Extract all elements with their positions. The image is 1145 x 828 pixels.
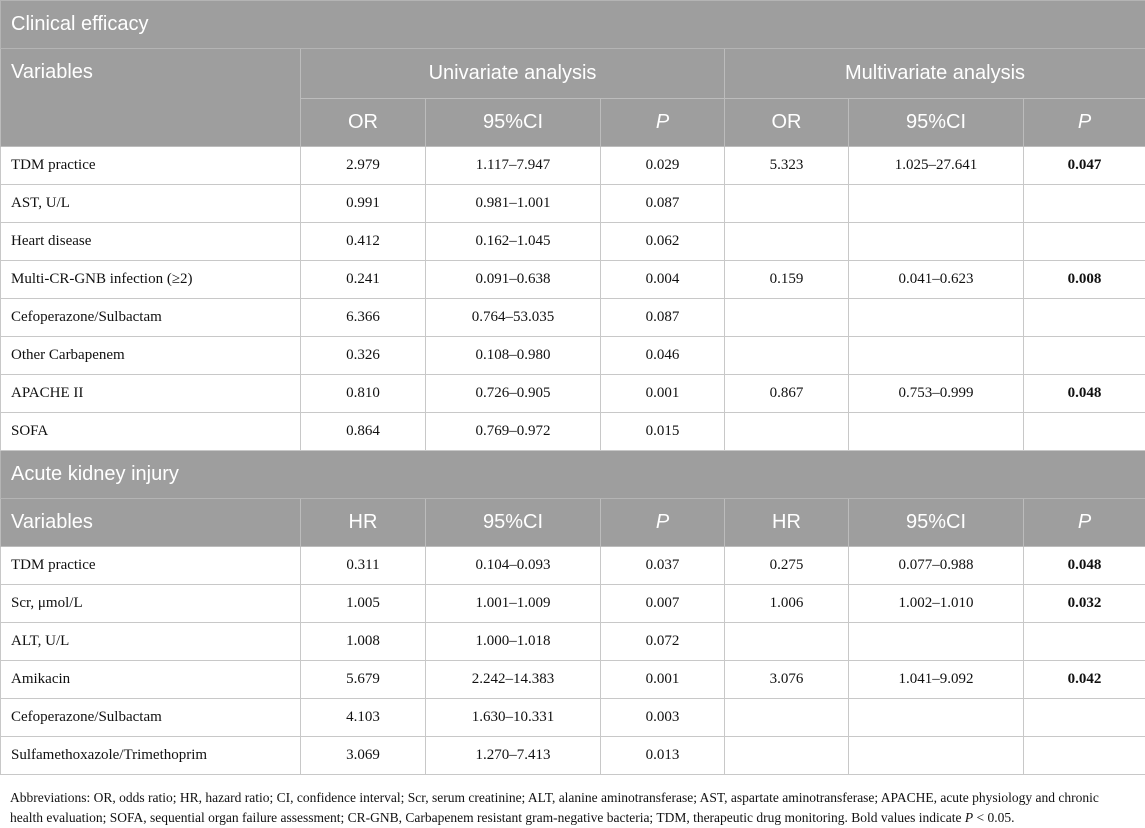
- value-cell: [1024, 623, 1145, 661]
- value-cell: 0.726–0.905: [426, 375, 601, 413]
- value-cell: 0.810: [301, 375, 426, 413]
- value-cell: 0.159: [725, 261, 849, 299]
- variable-cell: Other Carbapenem: [1, 337, 301, 375]
- value-cell: 0.001: [601, 661, 725, 699]
- footnote: [10, 788, 1135, 828]
- value-cell: 0.072: [601, 623, 725, 661]
- value-cell: 0.029: [601, 147, 725, 185]
- value-cell: 0.275: [725, 547, 849, 585]
- value-cell: 0.162–1.045: [426, 223, 601, 261]
- variable-cell: Cefoperazone/Sulbactam: [1, 299, 301, 337]
- value-cell: [849, 337, 1024, 375]
- table-row: [1, 547, 1145, 585]
- value-cell: [849, 223, 1024, 261]
- variables-header: Variables: [1, 499, 301, 547]
- footnote-threshold: < 0.05.: [973, 810, 1015, 825]
- table-row: [1, 699, 1145, 737]
- value-cell: 0.047: [1024, 147, 1145, 185]
- value-cell: [725, 699, 849, 737]
- variable-cell: Cefoperazone/Sulbactam: [1, 699, 301, 737]
- value-cell: 0.412: [301, 223, 426, 261]
- value-cell: 0.037: [601, 547, 725, 585]
- variable-cell: APACHE II: [1, 375, 301, 413]
- table-row: [1, 185, 1145, 223]
- value-cell: 0.769–0.972: [426, 413, 601, 451]
- col-header: 95%CI: [849, 99, 1024, 147]
- value-cell: 1.006: [725, 585, 849, 623]
- table-row: [1, 337, 1145, 375]
- value-cell: 3.069: [301, 737, 426, 775]
- value-cell: 1.001–1.009: [426, 585, 601, 623]
- value-cell: [725, 223, 849, 261]
- value-cell: [1024, 223, 1145, 261]
- value-cell: 0.048: [1024, 375, 1145, 413]
- table-row: [1, 261, 1145, 299]
- value-cell: 0.041–0.623: [849, 261, 1024, 299]
- variable-cell: Heart disease: [1, 223, 301, 261]
- value-cell: 1.270–7.413: [426, 737, 601, 775]
- value-cell: 2.242–14.383: [426, 661, 601, 699]
- footnote-p-symbol: P: [964, 810, 974, 825]
- value-cell: [725, 413, 849, 451]
- value-cell: 0.048: [1024, 547, 1145, 585]
- value-cell: 0.108–0.980: [426, 337, 601, 375]
- value-cell: 0.007: [601, 585, 725, 623]
- value-cell: [725, 185, 849, 223]
- value-cell: 0.864: [301, 413, 426, 451]
- value-cell: 0.046: [601, 337, 725, 375]
- value-cell: 0.087: [601, 299, 725, 337]
- value-cell: 0.001: [601, 375, 725, 413]
- variable-cell: TDM practice: [1, 547, 301, 585]
- value-cell: [1024, 737, 1145, 775]
- section-title-efficacy: Clinical efficacy: [1, 1, 1145, 49]
- value-cell: [849, 699, 1024, 737]
- value-cell: 0.032: [1024, 585, 1145, 623]
- col-header: 95%CI: [849, 499, 1024, 547]
- value-cell: 2.979: [301, 147, 426, 185]
- value-cell: [1024, 699, 1145, 737]
- value-cell: 0.004: [601, 261, 725, 299]
- col-header: P: [1024, 99, 1145, 147]
- col-header: HR: [725, 499, 849, 547]
- table-row: [1, 585, 1145, 623]
- value-cell: 1.000–1.018: [426, 623, 601, 661]
- value-cell: [1024, 185, 1145, 223]
- col-header: HR: [301, 499, 426, 547]
- col-header: P: [1024, 499, 1145, 547]
- value-cell: 5.679: [301, 661, 426, 699]
- value-cell: [725, 623, 849, 661]
- value-cell: [849, 185, 1024, 223]
- value-cell: [725, 299, 849, 337]
- value-cell: [849, 737, 1024, 775]
- value-cell: 1.117–7.947: [426, 147, 601, 185]
- value-cell: [849, 413, 1024, 451]
- variable-cell: AST, U/L: [1, 185, 301, 223]
- value-cell: [849, 623, 1024, 661]
- univariate-header: Univariate analysis: [301, 49, 725, 99]
- value-cell: 0.326: [301, 337, 426, 375]
- value-cell: 1.025–27.641: [849, 147, 1024, 185]
- efficacy-rows: [1, 147, 1145, 451]
- value-cell: 1.002–1.010: [849, 585, 1024, 623]
- col-header: 95%CI: [426, 499, 601, 547]
- table-row: [1, 413, 1145, 451]
- value-cell: 0.991: [301, 185, 426, 223]
- table-row: [1, 737, 1145, 775]
- value-cell: 0.981–1.001: [426, 185, 601, 223]
- value-cell: 1.005: [301, 585, 426, 623]
- value-cell: 1.630–10.331: [426, 699, 601, 737]
- efficacy-section: [1, 1, 1145, 147]
- value-cell: 0.077–0.988: [849, 547, 1024, 585]
- footnote-text: Abbreviations: OR, odds ratio; HR, hazard ratio; CI, confidence interval; Scr, serum creatinine; ALT, alanine aminotransferase; AST, aspartate aminotransferase; APACHE, acute physiology and chronic health evaluation; SOFA, sequential organ failure assessment; CR-GNB, Carbapenem resistant gram-negative bacteria; TDM, therapeutic drug monitoring. Bold values indicate: [10, 790, 1099, 825]
- table-row: [1, 661, 1145, 699]
- value-cell: [1024, 299, 1145, 337]
- value-cell: 0.062: [601, 223, 725, 261]
- variable-cell: Amikacin: [1, 661, 301, 699]
- value-cell: [725, 737, 849, 775]
- section-title-aki: Acute kidney injury: [1, 451, 1145, 499]
- value-cell: 3.076: [725, 661, 849, 699]
- value-cell: 0.753–0.999: [849, 375, 1024, 413]
- value-cell: 1.008: [301, 623, 426, 661]
- table-row: [1, 147, 1145, 185]
- col-header: P: [601, 499, 725, 547]
- variable-cell: ALT, U/L: [1, 623, 301, 661]
- value-cell: 0.013: [601, 737, 725, 775]
- value-cell: [1024, 413, 1145, 451]
- value-cell: 0.241: [301, 261, 426, 299]
- value-cell: 5.323: [725, 147, 849, 185]
- table-row: [1, 375, 1145, 413]
- value-cell: 0.104–0.093: [426, 547, 601, 585]
- value-cell: 0.003: [601, 699, 725, 737]
- variable-cell: SOFA: [1, 413, 301, 451]
- variable-cell: Scr, μmol/L: [1, 585, 301, 623]
- table-row: [1, 223, 1145, 261]
- value-cell: 0.091–0.638: [426, 261, 601, 299]
- variable-cell: Sulfamethoxazole/Trimethoprim: [1, 737, 301, 775]
- table-row: [1, 299, 1145, 337]
- aki-rows: [1, 547, 1145, 775]
- value-cell: 0.008: [1024, 261, 1145, 299]
- value-cell: [849, 299, 1024, 337]
- col-header: 95%CI: [426, 99, 601, 147]
- value-cell: 0.087: [601, 185, 725, 223]
- col-header: OR: [725, 99, 849, 147]
- variables-header: Variables: [1, 49, 301, 147]
- variable-cell: Multi-CR-GNB infection (≥2): [1, 261, 301, 299]
- col-header: OR: [301, 99, 426, 147]
- value-cell: 0.867: [725, 375, 849, 413]
- aki-section: [1, 451, 1145, 547]
- value-cell: 6.366: [301, 299, 426, 337]
- value-cell: 0.042: [1024, 661, 1145, 699]
- table-row: [1, 623, 1145, 661]
- multivariate-header: Multivariate analysis: [725, 49, 1145, 99]
- col-header: P: [601, 99, 725, 147]
- value-cell: [1024, 337, 1145, 375]
- value-cell: 4.103: [301, 699, 426, 737]
- variable-cell: TDM practice: [1, 147, 301, 185]
- value-cell: 0.015: [601, 413, 725, 451]
- value-cell: 1.041–9.092: [849, 661, 1024, 699]
- value-cell: 0.311: [301, 547, 426, 585]
- value-cell: 0.764–53.035: [426, 299, 601, 337]
- value-cell: [725, 337, 849, 375]
